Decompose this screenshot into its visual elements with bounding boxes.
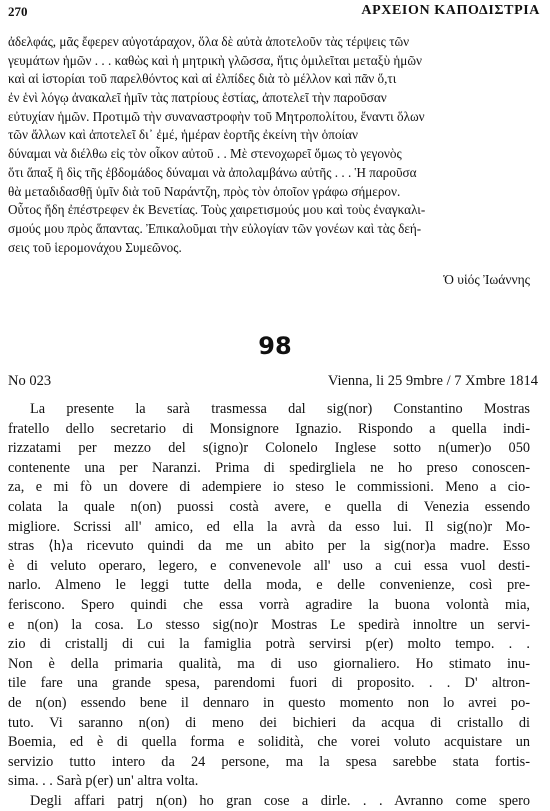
text-line: zio di cristallj di cui la famiglia potrà servirsi p(er) molto tempo. . . (8, 636, 530, 653)
text-line: de n(on) essendo bene il dennaro in questo momento non lo avrei po- (8, 694, 530, 711)
text-line: ἀδελφάς, μᾶς ἔφερεν αὐγοτάραχον, ὅλα δὲ αὐτὰ ἀποτελοῦν τὰς τέρψεις τῶν (8, 34, 410, 49)
text-line: τῶν ἄλλων καὶ ἀποτελεῖ δι᾽ ἐμέ, ἡμέραν ἑορτῆς ἐκείνη τὴν ὁποίαν (8, 127, 358, 143)
text-line: è di veluto operaro, legero, e convenevole all' uso a cui essa vuol desti- (8, 557, 530, 574)
letter-signature: Ὁ υἱός Ἰωάννης (443, 272, 530, 287)
text-line: καὶ αἱ ἱστορίαι τοῦ παρελθόντος καὶ αἱ ἐλπίδες διὰ τὸ μέλλον καὶ πᾶν ὅ,τι (8, 71, 397, 87)
text-line: contenente una per Naranzi. Prima di spedirgliela ne ho preso conoscen- (8, 459, 530, 476)
text-line: feriscono. Spero quindi che essa vorrà agradire la buona volontà mia, (8, 596, 530, 613)
text-line: σεις τοῦ ἱερομονάχου Συμεῶνος. (8, 239, 182, 255)
text-line: Boemia, ed è di quella forma e solidità, che vorei voluto acquistare un (8, 734, 530, 751)
italian-letter-text (8, 400, 530, 811)
running-header-title: ΑΡΧΕΙΟΝ ΚΑΠΟΔΙΣΤΡΙΑ (361, 3, 540, 18)
text-line: tuto. Vi saranno n(on) di meno dei bichieri da acqua di cristallo di (8, 714, 530, 731)
text-line: Degli affari patrj n(on) ho gran cose a dirle. . . Avranno come spero (30, 792, 530, 809)
text-line: sima. . . Sarà p(er) un' altra volta. (8, 773, 199, 790)
text-line: servizio tutto intero da 24 persone, ma la spesa sarebbe stata fortis- (8, 753, 530, 770)
text-line: Οὗτος ἤδη ἐπέστρεφεν ἐκ Βενετίας. Τοὺς χαιρετισμούς μου καὶ τοὺς ἐναγκαλι- (8, 202, 426, 218)
text-line: migliore. Scrissi all' amico, ed ella la avrà da esso lui. Il sig(no)r Mo- (8, 518, 530, 535)
text-line: tile fare una grande spesa, parendomi fuori di proposito. . . D' altron- (8, 675, 530, 692)
text-line: θὰ μεταδιδασθῇ ὑμῖν διὰ τοῦ Ναράντζη, πρὸς τὸν ὁποῖον γράφω σήμερον. (8, 183, 401, 199)
text-line: σμούς μου πρὸς ἅπαντας. Ἐπικαλοῦμαι τὴν εὐλογίαν τῶν γονέων καὶ τὰς δεή- (8, 220, 422, 236)
document-number-heading: 98 (258, 332, 292, 360)
text-line: ὅτι ἅπαξ ἢ δὶς τῆς ἑβδομάδος δύναμαι νὰ ἀπολαμβάνω αὐτῆς . . . Ἡ παροῦσα (8, 164, 417, 180)
document-place-date: Vienna, li 25 9mbre / 7 Xmbre 1814 (327, 373, 538, 389)
text-line: γευμάτων ἡμῶν . . . καθὼς καὶ ἡ μητρικὴ γλῶσσα, ἥτις ὁμιλεῖται μεταξὺ ἡμῶν (8, 52, 423, 68)
document-reference: No 023 (8, 373, 52, 389)
text-line: e n(on) la cosa. Lo stesso sig(no)r Mostras Le spedirà innoltre un servi- (8, 616, 530, 633)
text-line: stras ⟨h⟩a ricevuto quindi da me un abito per la sig(nor)a madre. Esso (8, 538, 530, 555)
text-line: Non è della primaria qualità, ma di uso giornaliero. Ho stimato inu- (8, 655, 530, 672)
text-line: rizzatami per mezzo del s(igno)r Colonelo Inglese sotto n(umer)o 050 (8, 440, 530, 457)
text-line: colata la quale n(on) puossi costà avere, e quella di Venezia essendo (8, 498, 530, 515)
greek-letter-text (8, 33, 530, 257)
text-line: narlo. Almeno le leggi tutte della moda, e delle convenienze, così pre- (8, 577, 530, 594)
text-line: La presente la sarà trasmessa dal sig(nor) Constantino Mostras (30, 401, 530, 417)
text-line: ἐν ἑνὶ λόγῳ ἀνακαλεῖ ἡμῖν τὰς πατρίους ἑστίας, ἀποτελεῖ τὴν παροῦσαν (8, 90, 387, 106)
text-line: za, e mi fò un dovere di adempiere io steso le commissioni. Meno a cio- (8, 479, 530, 496)
text-line: δύναμαι νὰ διέλθω εἰς τὸν οἶκον αὐτοῦ . . Μὲ στενοχωρεῖ ὅμως τὸ γεγονὸς (8, 146, 402, 162)
page-number: 270 (8, 4, 28, 19)
text-line: εὐτυχίαν ἡμῶν. Προτιμῶ τὴν συναναστροφὴν τοῦ Μητροπολίτου, ἔναντι ὅλων (8, 108, 425, 124)
text-line: fratello dello secretario di Monsignore Ignazio. Rispondo a quella indi- (8, 420, 530, 437)
